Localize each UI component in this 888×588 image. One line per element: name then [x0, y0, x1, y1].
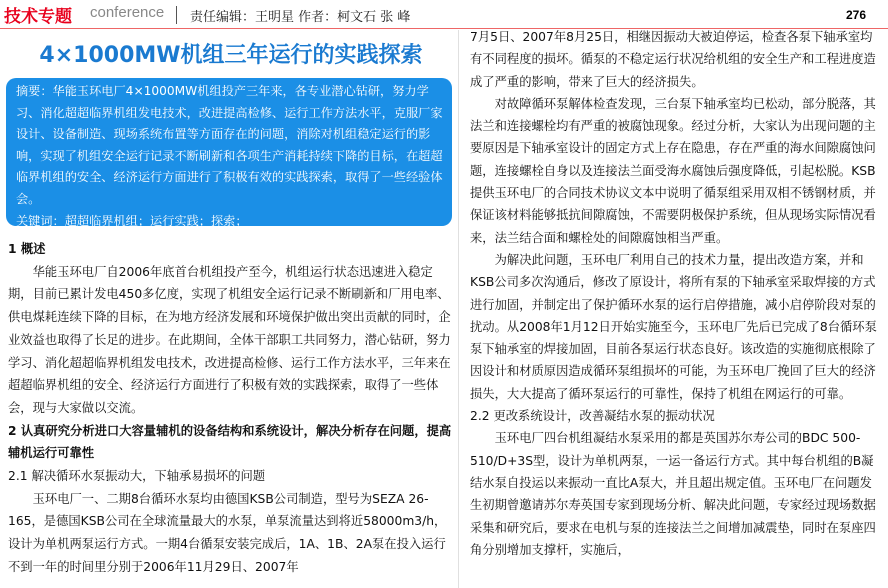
right-column: [470, 26, 880, 561]
section-2-1-paragraph-1-continued: 7月5日、2007年8月25日，相继因振动大被迫停运，检查各泵下轴承室均有不同程度的损坏。循泵的不稳定运行状况给机组的安全生产和工程进度造成了严重的影响，带来了巨大的经济损失。: [470, 30, 876, 89]
section-tag: 技术专题: [4, 7, 72, 27]
editor-author-line: 责任编辑：王明星 作者：柯文石 张 峰: [190, 10, 411, 25]
abstract-text: 摘要：华能玉环电厂4×1000MW机组投产三年来，各专业潜心钻研，努力学习、消化超超临界机组发电技术，改进提高检修、运行工作方法水平，克服厂家设计、设备制造、现场系统布置等方面存在的问题，消除对机组稳定运行的影响，实现了机组安全运行记录不断刷新和各项生产消耗持续下降的目标，在超超临界机组的安全、经济运行方面进行了积极有效的实践探索，取得了一些经验体会。: [16, 84, 443, 206]
section-2-2-heading: 2.2 更改系统设计，改善凝结水泵的振动状况: [470, 409, 715, 424]
article-title: 4×1000MW机组三年运行的实践探索: [39, 43, 423, 68]
section-1-heading: 1 概述: [8, 242, 46, 256]
section-2-1-heading: 2.1 解决循环水泵振动大，下轴承易损坏的问题: [8, 469, 266, 484]
section-2-1-paragraph-1: 玉环电厂一、二期8台循环水泵均由德国KSB公司制造，型号为SEZA 26-165，是德国KSB公司在全球流量最大的水泵，单泵流量达到将近58000m3/h，设计为单机两泵运行方式。一期4台循泵安装完成后，1A、1B、2A泵在投入运行不到一年的时间里分别于2006年11月29日、2007年: [8, 491, 447, 574]
page-number: 276: [846, 8, 867, 22]
header-separator: [176, 6, 177, 24]
section-1-paragraph: 华能玉环电厂自2006年底首台机组投产至今，机组运行状态迅速进入稳定期，目前已累计发电450多亿度，实现了机组安全运行记录不断刷新和厂用电率、供电煤耗连续下降的目标，在为地方经济发展和环境保护做出突出贡献的同时，企业效益也取得了长足的进步。在此期间，全体干部职工共同努力，潜心钻研，努力学习、消化超超临界机组发电技术，改进提高检修、运行工作方法水平，三年来在超超临界机组的安全、经济运行方面进行了积极有效的实践探索，取得了一些体会，现与大家做以交流。: [8, 264, 451, 415]
abstract-box: [6, 78, 452, 226]
section-2-1-paragraph-2: 对故障循环泵解体检查发现，三台泵下轴承室均已松动，部分脱落，其法兰和连接螺栓均有严重的被腐蚀现象。经过分析，大家认为出现问题的主要原因是下轴承室设计的固定方式上存在隐患，存在严重的海水间隙腐蚀问题，连接螺栓自身以及连接法兰面受海水腐蚀后强度降低，引起松脱。KSB提供玉环电厂的合同技术协议文本中说明了循泵组采用双相不锈钢材质，并保证该材料能够抵抗间隙腐蚀，不需要阴极保护系统，但从现场实际情况看来，法兰结合面和螺栓处的间隙腐蚀相当严重。: [470, 96, 876, 245]
left-column: [8, 238, 454, 579]
section-2-1-paragraph-3: 为解决此问题，玉环电厂利用自己的技术力量，提出改造方案，并和KSB公司多次沟通后，修改了原设计，将所有泵的下轴承室采取焊接的方式进行加固，并制定出了保护循环水泵的运行启停措施，减小启停阶段对泵的扰动。从2008年1月12日开始实施至今，玉环电厂先后已完成了8台循环泵泵下轴承室的焊接加固，目前各泵运行状态良好。该改造的实施彻底根除了因设计和材质原因造成循环泵组损坏的可能，为玉环电厂挽回了巨大的经济损失，大大提高了循环泵运行的可靠性，保持了机组在网运行的可靠。: [470, 252, 877, 401]
keywords: 关键词：超超临界机组；运行实践；探索；: [16, 213, 248, 228]
section-tag-english: conference: [90, 4, 165, 21]
section-2-2-paragraph-1: 玉环电厂四台机组凝结水泵采用的都是英国苏尔寿公司的BDC 500-510/D+3S型，设计为单机两泵，一运一备运行方式。其中每台机组的B凝结水泵自投运以来振动一直比A泵大，并且超出规定值。玉环电厂在问题发生初期曾邀请苏尔寿英国专家到现场分析、解决此问题，专家经过现场数据采集和研究后，要求在电机与泵的连接法兰之间增加减震垫，同时在泵座四角分别增加支撑杆，实施后，: [470, 431, 876, 557]
column-divider: [458, 30, 459, 588]
section-2-heading: 2 认真研究分析进口大容量辅机的设备结构和系统设计，解决分析存在问题，提高辅机运行可靠性: [8, 423, 452, 461]
